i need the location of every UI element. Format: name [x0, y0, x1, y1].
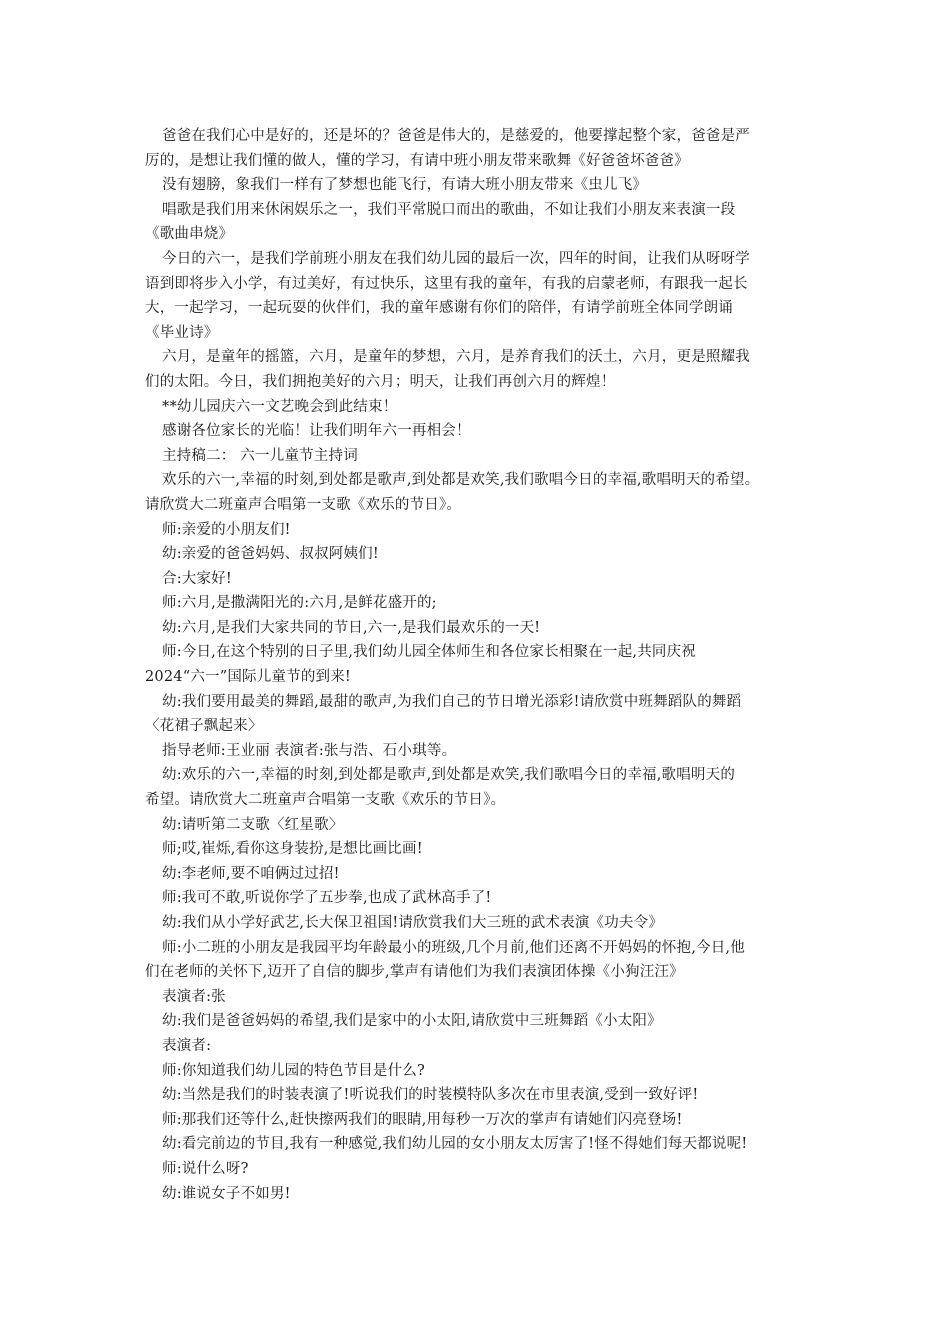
paragraph-line: 唱歌是我们用来休闲娱乐之一，我们平常脱口而出的歌曲，不如让我们小朋友来表演一段 — [162, 201, 736, 218]
dialogue-line: 表演者:张 — [162, 988, 226, 1005]
paragraph-line: 厉的，是想让我们懂的做人，懂的学习，有请中班小朋友带来歌舞《好爸爸坏爸爸》 — [145, 152, 689, 169]
paragraph-line: 今日的六一，是我们学前班小朋友在我们幼儿园的最后一次，四年的时间，让我们从呀呀学 — [162, 250, 750, 267]
dialogue-line: 师:我可不敢,听说你学了五步拳,也成了武林高手了! — [162, 890, 492, 907]
paragraph-line: 爸爸在我们心中是好的，还是坏的？爸爸是伟大的，是慈爱的，他要撑起整个家，爸爸是严 — [162, 128, 750, 144]
dialogue-line: 幼:看完前边的节目,我有一种感觉,我们幼儿园的女小朋友太厉害了!怪不得她们每天都说呢! — [162, 1136, 748, 1153]
dialogue-line: 希望。请欣赏大二班童声合唱第一支歌《欢乐的节日》。 — [145, 792, 506, 809]
paragraph-line: **幼儿园庆六一文艺晚会到此结束！ — [162, 398, 398, 415]
dialogue-line: 2024“六一”国际儿童节的到来! — [145, 669, 351, 686]
dialogue-line: 师:你知道我们幼儿园的特色节目是什么? — [162, 1062, 425, 1079]
dialogue-line: 幼:我们要用最美的舞蹈,最甜的歌声,为我们自己的节日增光添彩!请欣赏中班舞蹈队的舞蹈 — [162, 693, 742, 710]
paragraph-line: 大，一起学习，一起玩耍的伙伴们，我的童年感谢有你们的陪伴，有请学前班全体同学朗诵 — [145, 300, 733, 317]
dialogue-line: 师:小二班的小朋友是我园平均年龄最小的班级,几个月前,他们还离不开妈妈的怀抱,今日,他 — [162, 939, 745, 956]
dialogue-line: 师:亲爱的小朋友们! — [162, 521, 291, 538]
dialogue-line: 合:大家好! — [162, 570, 232, 587]
dialogue-line: 指导老师:王业丽 表演者:张与浩、石小琪等。 — [162, 742, 457, 759]
paragraph-line: 没有翅膀，象我们一样有了梦想也能飞行，有请大班小朋友带来《虫儿飞》 — [162, 177, 648, 194]
paragraph-line: 欢乐的六一,幸福的时刻,到处都是歌声,到处都是欢笑,我们歌唱今日的幸福,歌唱明天的希望。 — [162, 472, 760, 489]
dialogue-line: 师:六月,是撒满阳光的:六月,是鲜花盛开的; — [162, 595, 437, 612]
dialogue-line: 师;哎,崔烁,看你这身装扮,是想比画比画! — [162, 841, 423, 858]
paragraph-line: 感谢各位家长的光临！让我们明年六一再相会！ — [162, 423, 471, 440]
dialogue-line: 幼:李老师,要不咱俩过过招! — [162, 865, 340, 882]
paragraph-line: 语到即将步入小学，有过美好，有过快乐，这里有我的童年，有我的启蒙老师，有跟我一起长 — [145, 275, 748, 292]
paragraph-line: 们的太阳。今日，我们拥抱美好的六月；明天，让我们再创六月的辉煌！ — [145, 373, 616, 390]
dialogue-line: 幼:欢乐的六一,幸福的时刻,到处都是歌声,到处都是欢笑,我们歌唱今日的幸福,歌唱明天的 — [162, 767, 736, 784]
paragraph-line: 《毕业诗》 — [145, 324, 219, 341]
dialogue-line: 幼:亲爱的爸爸妈妈、叔叔阿姨们! — [162, 546, 379, 563]
dialogue-line: 幼:我们是爸爸妈妈的希望,我们是家中的小太阳,请欣赏中三班舞蹈《小太阳》 — [162, 1013, 662, 1030]
dialogue-line: 〈花裙子飘起来〉 — [145, 718, 263, 735]
dialogue-line: 幼:谁说女子不如男! — [162, 1185, 291, 1202]
dialogue-line: 幼:我们从小学好武艺,长大保卫祖国!请欣赏我们大三班的武术表演《功夫令》 — [162, 915, 664, 931]
paragraph-line: 六月，是童年的摇篮，六月，是童年的梦想，六月，是养育我们的沃土，六月，更是照耀我 — [162, 349, 750, 366]
paragraph-line: 《歌曲串烧》 — [145, 226, 234, 243]
section-heading: 主持稿二： 六一儿童节主持词 — [162, 447, 358, 464]
dialogue-line: 师:说什么呀? — [162, 1160, 249, 1177]
dialogue-line: 们在老师的关怀下,迈开了自信的脚步,掌声有请他们为我们表演团体操《小狗汪汪》 — [145, 964, 684, 981]
dialogue-line: 幼:请听第二支歌〈红星歌〉 — [162, 816, 344, 833]
dialogue-line: 幼:当然是我们的时装表演了!听说我们的时装模特队多次在市里表演,受到一致好评! — [162, 1087, 699, 1104]
document-body — [145, 124, 810, 1206]
dialogue-line: 幼:六月,是我们大家共同的节日,六一,是我们最欢乐的一天! — [162, 619, 541, 636]
dialogue-line: 师:今日,在这个特别的日子里,我们幼儿园全体师生和各位家长相聚在一起,共同庆祝 — [162, 644, 697, 661]
dialogue-line: 表演者: — [162, 1037, 212, 1054]
dialogue-line: 师:那我们还等什么,赶快擦两我们的眼睛,用每秒一万次的掌声有请她们闪亮登场! — [162, 1111, 683, 1128]
paragraph-line: 请欣赏大二班童声合唱第一支歌《欢乐的节日》。 — [145, 496, 462, 513]
